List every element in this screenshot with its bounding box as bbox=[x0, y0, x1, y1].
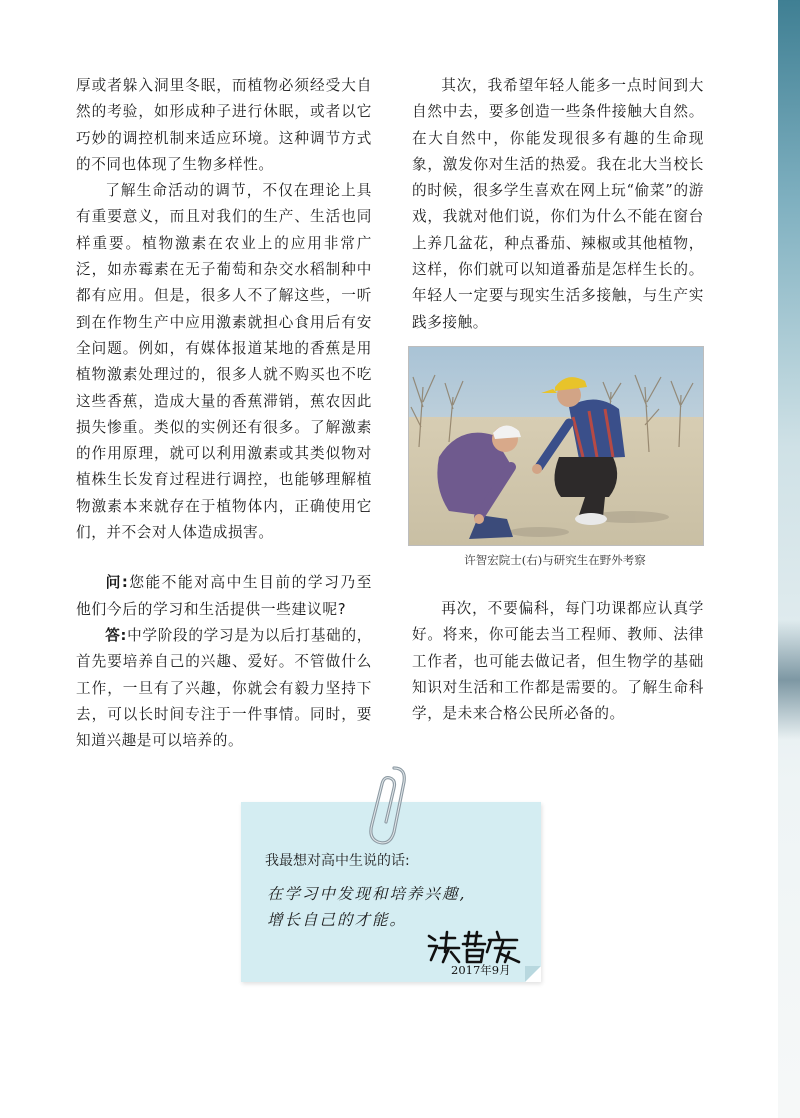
right-column-bottom bbox=[412, 596, 704, 727]
left-column bbox=[76, 73, 372, 754]
answer bbox=[76, 623, 372, 754]
field-research-photo bbox=[408, 346, 704, 546]
paragraph-continuation: 厚或者躲入洞里冬眠，而植物必须经受大自然的考验，如形成种子进行休眠，或者以它巧妙的调控机制来适应环境。这种调节方式的不同也体现了生物多样性。 bbox=[76, 77, 372, 173]
photo-caption: 许智宏院士(右)与研究生在野外考察 bbox=[464, 553, 646, 567]
note-title: 我最想对高中生说的话: bbox=[265, 853, 410, 869]
note-folded-corner bbox=[525, 966, 541, 982]
note-handwriting-line-2: 增长自己的才能。 bbox=[267, 911, 408, 929]
signature bbox=[425, 928, 525, 966]
question bbox=[76, 570, 372, 623]
paragraph-balance: 再次，不要偏科，每门功课都应认真学好。将来，你可能去当工程师、教师、法律工作者，也可能去做记者，但生物学的基础知识对生活和工作都是需要的。了解生命科学，是未来合格公民所必备的。 bbox=[412, 600, 704, 723]
question-label: 问: bbox=[105, 574, 129, 592]
answer-text: 中学阶段的学习是为以后打基础的，首先要培养自己的兴趣、爱好。不管做什么工作，一旦有了兴趣，你就会有毅力坚持下去，可以长时间专注于一件事情。同时，要知道兴趣是可以培养的。 bbox=[76, 626, 372, 750]
question-text: 您能不能对高中生目前的学习乃至他们今后的学习和生活提供一些建议呢? bbox=[76, 574, 372, 618]
paragraph-nature: 其次，我希望年轻人能多一点时间到大自然中去，要多创造一些条件接触大自然。在大自然中，你能发现很多有趣的生命现象，激发你对生活的热爱。我在北大当校长的时候，很多学生喜欢在网上玩“偷菜”的游戏，我就对他们说，你们为什么不能在窗台上养几盆花，种点番茄、辣椒或其他植物，这样，你们就可以知道番茄是怎样生长的。年轻人一定要与现实生活多接触，与生产实践多接触。 bbox=[412, 77, 704, 331]
note-date: 2017年9月 bbox=[451, 963, 511, 977]
page-edge-strip bbox=[778, 0, 800, 1118]
note-handwriting-line-1: 在学习中发现和培养兴趣, bbox=[267, 885, 467, 903]
paragraph-hormones: 了解生命活动的调节，不仅在理论上具有重要意义，而且对我们的生产、生活也同样重要。植物激素在农业上的应用非常广泛，如赤霉素在无子葡萄和杂交水稻制种中都有应用。但是，很多人不了解这些，一听到在作物生产中应用激素就担心食用后有安全问题。例如，有媒体报道某地的香蕉是用植物激素处理过的，很多人就不购买也不吃这些香蕉，造成大量的香蕉滞销，蕉农因此损失惨重。类似的实例还有很多。了解激素的作用原理，就可以利用激素或其类似物对植株生长发育过程进行调控，也能够理解植物激素本来就存在于植物体内，正确使用它们，并不会对人体造成损害。 bbox=[76, 182, 372, 542]
answer-label: 答: bbox=[105, 626, 127, 644]
page-edge-shadow bbox=[778, 620, 800, 740]
right-column-top bbox=[412, 73, 704, 336]
paperclip-icon bbox=[364, 762, 410, 852]
